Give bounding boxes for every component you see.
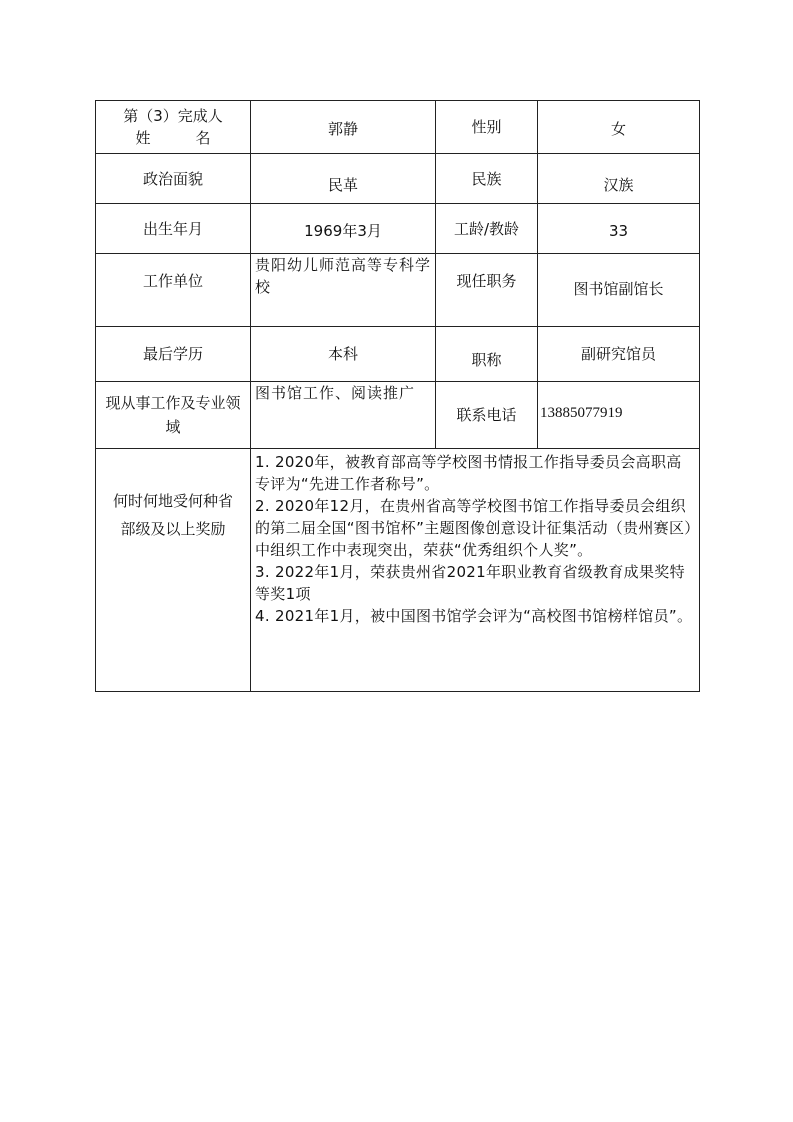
- name-label-line1: 第（3）完成人: [123, 107, 223, 125]
- education-label: 最后学历: [96, 327, 251, 382]
- field-label: 现从事工作及专业领域: [96, 382, 251, 449]
- political-value: 民革: [251, 154, 436, 204]
- title-label: 职称: [436, 327, 538, 382]
- title-value: 副研究馆员: [538, 327, 700, 382]
- ethnicity-label: 民族: [436, 154, 538, 204]
- row-political: [96, 154, 700, 204]
- seniority-label: 工龄/教龄: [436, 204, 538, 254]
- award-item-2: 2. 2020年12月，在贵州省高等学校图书馆工作指导委员会组织的第二届全国“图书馆杯”主题图像创意设计征集活动（贵州赛区）中组织工作中表现突出，荣获“优秀组织个人奖”。: [255, 497, 693, 559]
- row-field: [96, 382, 700, 449]
- political-label: 政治面貌: [96, 154, 251, 204]
- award-item-3: 3. 2022年1月，荣获贵州省2021年职业教育省级教育成果奖特等奖1项: [255, 563, 685, 603]
- seniority-value: 33: [538, 204, 700, 254]
- award-item-4: 4. 2021年1月，被中国图书馆学会评为“高校图书馆榜样馆员”。: [255, 607, 693, 625]
- position-label: 现任职务: [436, 254, 538, 327]
- row-name: [96, 101, 700, 154]
- gender-value: 女: [538, 101, 700, 154]
- awards-list: [251, 449, 700, 692]
- employer-label: 工作单位: [96, 254, 251, 327]
- name-label-cell: [96, 101, 251, 154]
- phone-label: 联系电话: [436, 382, 538, 449]
- birth-label: 出生年月: [96, 204, 251, 254]
- name-label-line2: 姓 名: [135, 129, 211, 147]
- position-value: 图书馆副馆长: [538, 254, 700, 327]
- phone-value: 13885077919: [538, 382, 700, 449]
- ethnicity-value: 汉族: [538, 154, 700, 204]
- education-value: 本科: [251, 327, 436, 382]
- award-item-1: 1. 2020年，被教育部高等学校图书情报工作指导委员会高职高专评为“先进工作者称号”。: [255, 453, 682, 493]
- awards-label: 何时何地受何种省部级及以上奖励: [96, 449, 251, 692]
- employer-value: 贵阳幼儿师范高等专科学校: [251, 254, 436, 327]
- row-birth: [96, 204, 700, 254]
- gender-label: 性别: [436, 101, 538, 154]
- row-education: [96, 327, 700, 382]
- row-employer: [96, 254, 700, 327]
- name-value: 郭静: [251, 101, 436, 154]
- birth-value: 1969年3月: [251, 204, 436, 254]
- info-form-table: [95, 100, 700, 692]
- row-awards: [96, 449, 700, 692]
- field-value: 图书馆工作、阅读推广: [251, 382, 436, 449]
